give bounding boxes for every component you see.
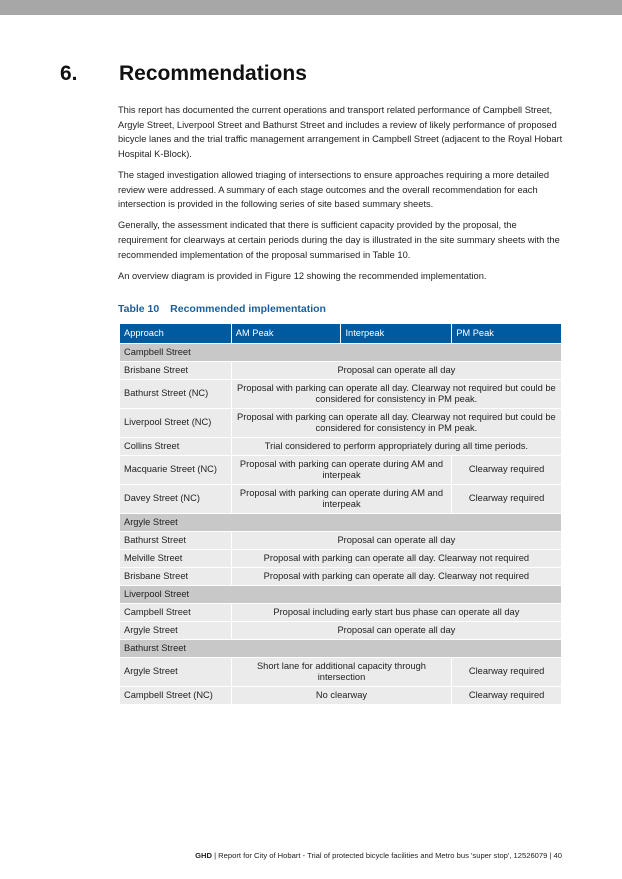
approach-cell: Bathurst Street (NC) <box>120 380 232 409</box>
section-label: Liverpool Street <box>120 586 562 604</box>
pm-peak-cell: Clearway required <box>452 485 562 514</box>
approach-cell: Argyle Street <box>120 622 232 640</box>
recommendation-cell: Trial considered to perform appropriately during all time periods. <box>231 438 561 456</box>
table-row <box>120 550 562 568</box>
table-row <box>120 438 562 456</box>
recommendation-cell: Proposal including early start bus phase can operate all day <box>231 604 561 622</box>
table-caption-label: Table 10 <box>118 303 160 315</box>
table-row <box>120 409 562 438</box>
paragraph: This report has documented the current operations and transport related performance of Campbell Street, Argyle Street, Liverpool Street and Bathurst Street and includes a review of likely performance of proposed bicycle lanes and the trial traffic management arrangement in Campbell Street (adjacent to the Royal Hobart Hospital K-Block). <box>118 105 563 159</box>
header-approach: Approach <box>120 324 232 344</box>
header-am-peak: AM Peak <box>231 324 341 344</box>
table-row <box>120 380 562 409</box>
body-text <box>118 103 564 290</box>
approach-cell: Melville Street <box>120 550 232 568</box>
recommendation-cell: Proposal with parking can operate all day. Clearway not required <box>231 568 561 586</box>
section-number: 6. <box>60 62 78 85</box>
section-label: Bathurst Street <box>120 640 562 658</box>
footer-text: | Report for City of Hobart - Trial of protected bicycle facilities and Metro bus 'super stop', 12526079 | 40 <box>211 851 562 860</box>
recommendation-cell: Proposal with parking can operate all day. Clearway not required <box>231 550 561 568</box>
table-row <box>120 604 562 622</box>
section-label: Campbell Street <box>120 344 562 362</box>
approach-cell: Brisbane Street <box>120 568 232 586</box>
header-interpeak: Interpeak <box>341 324 452 344</box>
table-row <box>120 362 562 380</box>
table-row <box>120 456 562 485</box>
approach-cell: Macquarie Street (NC) <box>120 456 232 485</box>
section-row-campbell <box>120 344 562 362</box>
table-header-row <box>120 324 562 344</box>
approach-cell: Brisbane Street <box>120 362 232 380</box>
recommendation-cell: Proposal with parking can operate all day. Clearway not required but could be considered for consistency in PM peak. <box>231 380 561 409</box>
table-row <box>120 532 562 550</box>
paragraph: The staged investigation allowed triaging of intersections to ensure approaches requiring a more detailed review were addressed. A summary of each stage outcomes and the overall recommendation for each intersection is provided in the following series of site based summary sheets. <box>118 169 550 210</box>
approach-cell: Campbell Street (NC) <box>120 687 232 705</box>
section-title: Recommendations <box>119 62 307 85</box>
approach-cell: Liverpool Street (NC) <box>120 409 232 438</box>
recommendation-cell: Short lane for additional capacity through intersection <box>231 658 451 687</box>
recommendation-cell: Proposal with parking can operate all day. Clearway not required but could be considered for consistency in PM peak. <box>231 409 561 438</box>
approach-cell: Argyle Street <box>120 658 232 687</box>
recommendation-cell: Proposal with parking can operate during AM and interpeak <box>231 485 451 514</box>
recommendation-cell: Proposal can operate all day <box>231 622 561 640</box>
footer-brand: GHD <box>195 851 212 860</box>
section-row-bathurst <box>120 640 562 658</box>
pm-peak-cell: Clearway required <box>452 658 562 687</box>
implementation-table <box>119 323 562 705</box>
table-row <box>120 658 562 687</box>
table-row <box>120 485 562 514</box>
approach-cell: Campbell Street <box>120 604 232 622</box>
recommendation-cell: Proposal can operate all day <box>231 362 561 380</box>
pm-peak-cell: Clearway required <box>452 456 562 485</box>
section-label: Argyle Street <box>120 514 562 532</box>
recommendation-cell: Proposal with parking can operate during AM and interpeak <box>231 456 451 485</box>
recommendation-cell: No clearway <box>231 687 451 705</box>
pm-peak-cell: Clearway required <box>452 687 562 705</box>
table-row <box>120 622 562 640</box>
approach-cell: Collins Street <box>120 438 232 456</box>
approach-cell: Davey Street (NC) <box>120 485 232 514</box>
paragraph: Generally, the assessment indicated that there is sufficient capacity provided by the proposal, the requirement for clearways at certain periods during the day is illustrated in the site summary sheets with the recommended implementation of the proposal summarised in Table 10. <box>118 220 560 260</box>
approach-cell: Bathurst Street <box>120 532 232 550</box>
paragraph: An overview diagram is provided in Figure 12 showing the recommended implementation. <box>118 270 487 281</box>
table-caption-title: Recommended implementation <box>170 303 326 315</box>
table-row <box>120 568 562 586</box>
table-row <box>120 687 562 705</box>
table-caption <box>118 303 326 315</box>
page-footer <box>0 851 562 860</box>
header-pm-peak: PM Peak <box>452 324 562 344</box>
section-row-liverpool <box>120 586 562 604</box>
recommendation-cell: Proposal can operate all day <box>231 532 561 550</box>
section-row-argyle <box>120 514 562 532</box>
page-top-bar <box>0 0 622 15</box>
